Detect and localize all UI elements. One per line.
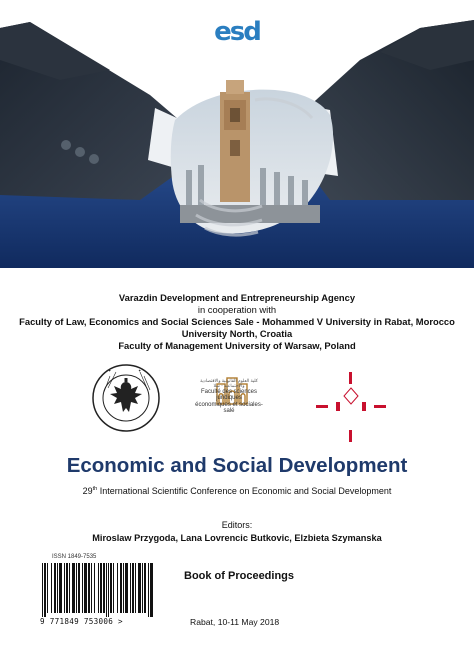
organizer-line: Varazdin Development and Entrepreneurship Agency: [118, 292, 356, 303]
conference-subtitle: 29th International Scientific Conference on Economic and Social Development: [82, 486, 392, 496]
fsjes-logo: [190, 378, 268, 415]
editors-label: Editors:: [221, 520, 253, 530]
place-date: Rabat, 10-11 May 2018: [190, 617, 280, 627]
esd-logo-text: esd: [214, 17, 260, 47]
warsaw-university-seal-icon: [90, 362, 162, 434]
organizers-block: [0, 292, 474, 352]
organizer-line: Faculty of Management University of Warsaw, Poland: [118, 340, 356, 351]
svg-text:✦: ✦: [108, 368, 112, 373]
document-title: Economic and Social Development: [66, 454, 408, 477]
university-north-logo-icon: [316, 372, 386, 442]
barcode-number: 9 771849 753006 >: [40, 617, 123, 626]
esd-logo: [214, 17, 260, 48]
barcode-icon: [38, 563, 158, 617]
book-label: Book of Proceedings: [184, 570, 295, 582]
organizer-line: in cooperation with: [197, 304, 277, 315]
fsjes-arabic-text: كلية العلوم القانونية والاقتصادية والاجتماعية - سلا: [200, 378, 258, 388]
editors-names: Miroslaw Przygoda, Lana Lovrencic Butkovic, Elzbieta Szymanska: [92, 533, 382, 543]
organizer-line: University North, Croatia: [181, 328, 293, 339]
fsjes-french-text: Faculté des sciences juridiques économiques et sociales-salé: [195, 389, 263, 415]
issn-label: ISSN 1849-7535: [52, 554, 97, 560]
svg-text:✦: ✦: [138, 368, 142, 373]
cover-image: [0, 0, 474, 268]
organizer-line: Faculty of Law, Economics and Social Sciences Sale - Mohammed V University in Rabat, Morocco: [19, 316, 455, 327]
